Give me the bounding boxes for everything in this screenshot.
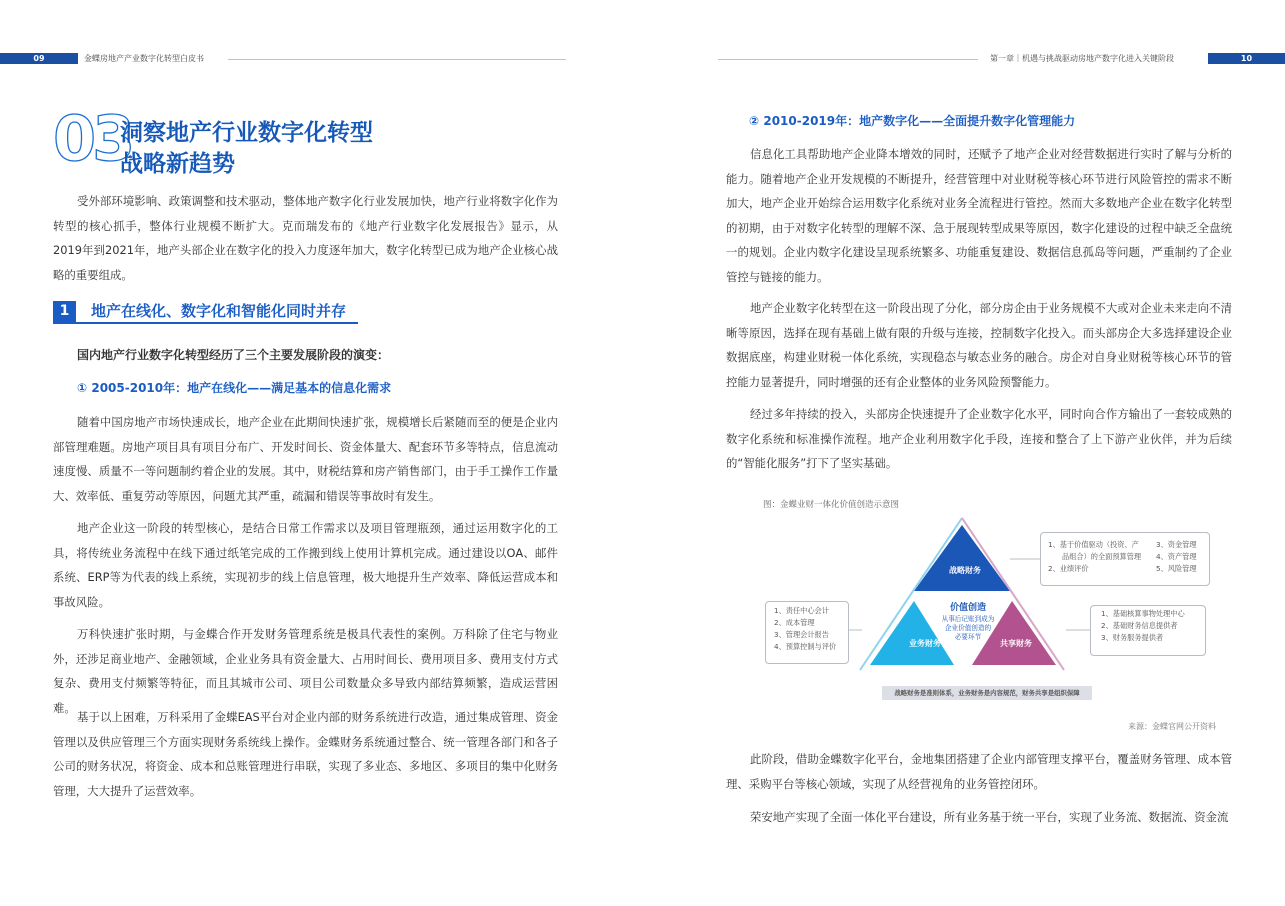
left-running-title: 金蝶房地产产业数字化转型白皮书	[84, 54, 204, 63]
stage2-paragraph-4: 此阶段，借助金蝶数字化平台，金地集团搭建了企业内部管理支撑平台，覆盖财务管理、成本管理、采购平台等核心领域，实现了从经营视角的业务管控闭环。	[726, 752, 1232, 791]
box-business-finance-items	[765, 601, 849, 664]
center-line-1: 从事后记账到成为	[941, 615, 995, 623]
triangle-top-strategic-finance	[914, 525, 1010, 591]
center-line-2: 企业价值创造的	[944, 624, 992, 632]
left-header-rule	[228, 59, 566, 60]
right-running-title: 第一章｜机遇与挑战驱动房地产数字化进入关键阶段	[990, 54, 1174, 63]
stage1-paragraph-1: 随着中国房地产市场快速成长，地产企业在此期间快速扩张，规模增长后紧随而至的便是企业内部管理难题。房地产项目具有项目分布广、开发时间长、资金体量大、配套环节多等特点，信息流动速度慢、质量不一等问题制约着企业的发展。其中，财税结算和房产销售部门，由于手工操作工作量大、效率低、重复劳动等原因，问题尤其严重，疏漏和错误等事故时有发生。	[53, 415, 558, 503]
section-underline	[53, 322, 358, 324]
left-page-number: 09	[0, 53, 78, 64]
chapter-number: 03	[53, 102, 132, 175]
chapter-title-line2: 战略新趋势	[120, 151, 235, 177]
box-tr-c1-3: 2、业绩评价	[1048, 564, 1089, 573]
stage2-paragraph-3: 经过多年持续的投入，头部房企快速提升了企业数字化水平，同时向合作方输出了一套较成熟的数字化系统和标准操作流程。地产企业利用数字化手段，连接和整合了上下游产业伙伴，并为后续的“智能化服务”打下了坚实基础。	[726, 407, 1232, 470]
stage1-paragraph-4: 基于以上困难，万科采用了金蝶EAS平台对企业内部的财务系统进行改造，通过集成管理、资金管理以及供应管理三个方面实现财务系统线上操作。金蝶财务系统通过整合、统一管理各部门和各子公司的财务状况，将资金、成本和总账管理进行串联，实现了多业态、多地区、多项目的集中化财务管理，大大提升了运营效率。	[53, 710, 558, 798]
stage2-paragraph-5: 荣安地产实现了全面一体化平台建设，所有业务基于统一平台，实现了业务流、数据流、资金流	[750, 810, 1229, 824]
box-right-2: 2、基础财务信息提供者	[1101, 621, 1178, 630]
box-shared-finance-items	[1090, 605, 1206, 656]
stage2-paragraph-1: 信息化工具帮助地产企业降本增效的同时，还赋予了地产企业对经营数据进行实时了解与分析的能力。随着地产企业开发规模的不断提升，经营管理中对业财税等核心环节进行风险管控的需求不断加大，地产企业开始综合运用数字化系统对业务全流程进行管控。然而大多数地产企业在数字化转型的初期，由于对数字化转型的理解不深、急于展现转型成果等原因，数字化建设的过程中缺乏全盘统一的规划。企业内数字化建设呈现系统繁多、功能重复建设、数据信息孤岛等问题，严重制约了企业管控与链接的能力。	[726, 147, 1232, 284]
label-strategic-finance: 战略财务	[949, 566, 981, 575]
box-tr-c1-2: 品组合）的全面预算管理	[1062, 552, 1142, 561]
box-right-1: 1、基础核算事物处理中心	[1101, 609, 1185, 618]
label-shared-finance: 共享财务	[1000, 639, 1032, 648]
stage1-paragraph-2: 地产企业这一阶段的转型核心，是结合日常工作需求以及项目管理瓶颈，通过运用数字化的工具，将传统业务流程中在线下通过纸笔完成的工作搬到线上使用计算机完成。通过建设以OA、邮件系统、ERP等为代表的线上系统，实现初步的线上信息管理，极大地提升生产效率、降低运营成本和事故风险。	[53, 521, 558, 609]
section-title: 地产在线化、数字化和智能化同时并存	[91, 302, 347, 320]
box-left-3: 3、管理会计报告	[774, 630, 829, 639]
intro-paragraph: 受外部环境影响、政策调整和技术驱动，整体地产数字化行业发展加快，地产行业将数字化作为转型的核心抓手，整体行业规模不断扩大。克而瑞发布的《地产行业数字化发展报告》显示，从2019年到2021年，地产头部企业在数字化的投入力度逐年加大，数字化转型已成为地产企业核心战略的重要组成。	[53, 194, 558, 282]
box-right-3: 3、财务服务提供者	[1101, 633, 1164, 642]
box-left-1: 1、责任中心会计	[774, 606, 829, 615]
center-line-3: 必要环节	[954, 633, 982, 641]
box-strategic-finance-items	[1040, 532, 1210, 586]
box-tr-c2-3: 5、风险管理	[1156, 564, 1197, 573]
box-tr-c2-1: 3、资金管理	[1156, 540, 1197, 549]
figure-caption: 图：金蝶业财一体化价值创造示意图	[763, 500, 900, 510]
label-business-finance: 业务财务	[909, 639, 941, 648]
box-tr-c2-2: 4、资产管理	[1156, 552, 1197, 561]
right-header-rule	[718, 59, 978, 60]
stage2-paragraph-2: 地产企业数字化转型在这一阶段出现了分化，部分房企由于业务规模不大或对企业未来走向不清晰等原因，选择在现有基础上做有限的升级与连接，控制数字化投入。而头部房企大多选择建设企业数据底座，构建业财税一体化系统，实现稳态与敏态业务的融合。房企对自身业财税等核心环节的管控能力显著提升，同时增强的还有企业整体的业务风险预警能力。	[726, 301, 1232, 389]
bottom-bar-text: 战略财务是准则体系，业务财务是内容规范，财务共享是组织保障	[894, 689, 1080, 697]
stages-lead: 国内地产行业数字化转型经历了三个主要发展阶段的演变：	[77, 348, 390, 362]
box-tr-c1-1: 1、基于价值驱动（投资、产	[1048, 540, 1139, 549]
stage1-title: ① 2005-2010年：地产在线化——满足基本的信息化需求	[77, 381, 392, 395]
box-left-4: 4、预算控制与评价	[774, 642, 837, 651]
box-left-2: 2、成本管理	[774, 618, 815, 627]
stage1-paragraph-3: 万科快速扩张时期，与金蝶合作开发财务管理系统是极具代表性的案例。万科除了住宅与物业外，还涉足商业地产、金融领域，企业业务具有资金量大、占用时间长、费用项目多、费用支付方式复杂、费用支付频繁等特征，而且其城市公司、项目公司数量众多导致内部结算频繁，造成运营困难。	[53, 627, 558, 715]
figure-source: 来源：金蝶官网公开资料	[1128, 722, 1216, 731]
stage2-title: ② 2010-2019年：地产数字化——全面提升数字化管理能力	[749, 114, 1076, 128]
right-page-number: 10	[1208, 53, 1285, 64]
section-number: 1	[53, 301, 76, 322]
center-title: 价值创造	[949, 603, 986, 613]
chapter-title-line1: 洞察地产行业数字化转型	[120, 120, 373, 146]
